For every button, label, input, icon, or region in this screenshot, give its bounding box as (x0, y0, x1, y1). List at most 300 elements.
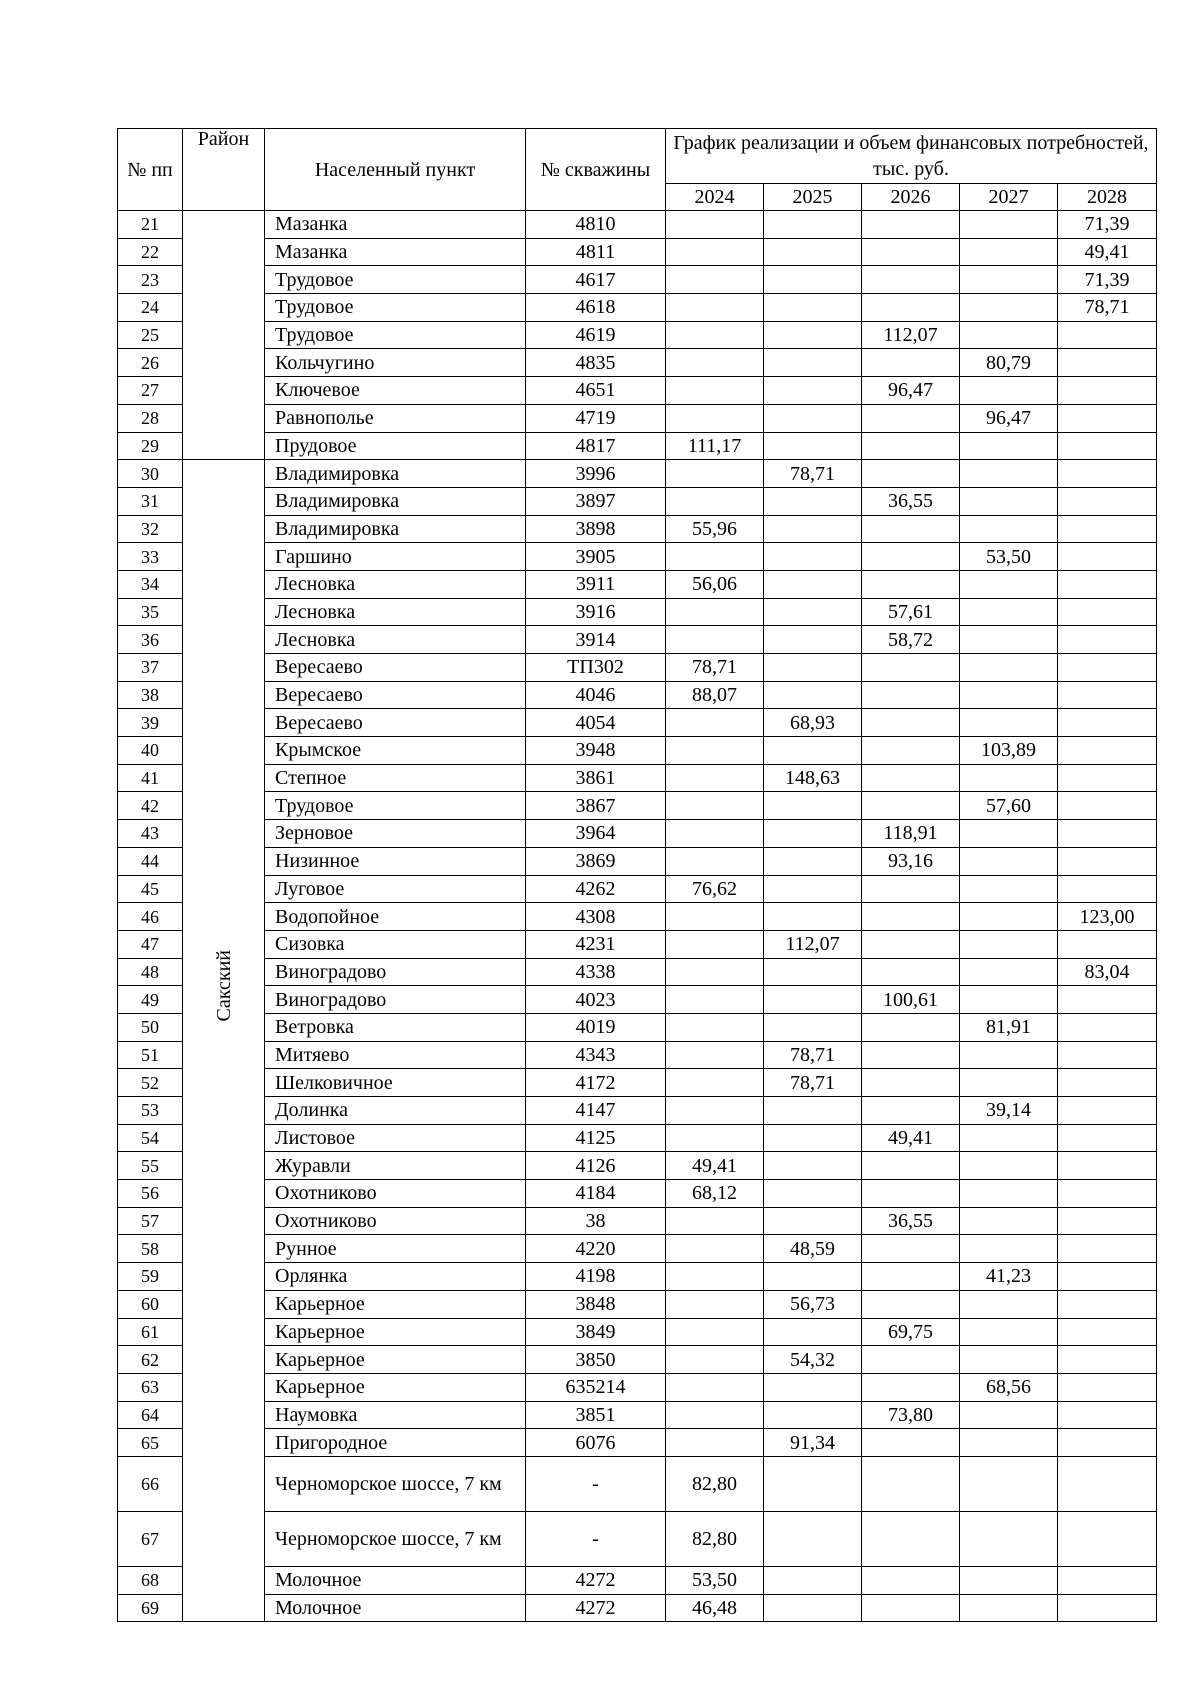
well-number: 4817 (526, 432, 666, 460)
table-row (118, 1207, 1157, 1235)
settlement-name: Шелковичное (265, 1069, 526, 1097)
amount-2025 (764, 1124, 862, 1152)
amount-2027 (960, 1594, 1058, 1622)
amount-2028 (1058, 1180, 1157, 1208)
amount-2025 (764, 404, 862, 432)
amount-2027 (960, 958, 1058, 986)
amount-2026 (862, 404, 960, 432)
amount-2028 (1058, 598, 1157, 626)
row-number: 39 (118, 709, 183, 737)
amount-2026: 118,91 (862, 820, 960, 848)
amount-2028 (1058, 1235, 1157, 1263)
amount-2028 (1058, 1373, 1157, 1401)
amount-2024 (666, 266, 764, 294)
table-row (118, 1152, 1157, 1180)
amount-2028 (1058, 654, 1157, 682)
settlement-name: Наумовка (265, 1401, 526, 1429)
table-row (118, 321, 1157, 349)
settlement-name: Владимировка (265, 515, 526, 543)
amount-2025: 54,32 (764, 1346, 862, 1374)
amount-2027 (960, 515, 1058, 543)
table-row (118, 1041, 1157, 1069)
amount-2024 (666, 1346, 764, 1374)
table-row (118, 1013, 1157, 1041)
amount-2026: 73,80 (862, 1401, 960, 1429)
well-number: 3916 (526, 598, 666, 626)
amount-2025 (764, 875, 862, 903)
row-number: 54 (118, 1124, 183, 1152)
amount-2025 (764, 1373, 862, 1401)
amount-2026 (862, 349, 960, 377)
well-number: 4308 (526, 903, 666, 931)
amount-2025 (764, 1456, 862, 1511)
amount-2026 (862, 903, 960, 931)
table-row (118, 570, 1157, 598)
amount-2028: 78,71 (1058, 294, 1157, 322)
amount-2028 (1058, 1566, 1157, 1594)
settlement-name: Равнополье (265, 404, 526, 432)
settlement-name: Карьерное (265, 1373, 526, 1401)
well-number: 4019 (526, 1013, 666, 1041)
amount-2027 (960, 1069, 1058, 1097)
row-number: 22 (118, 238, 183, 266)
well-number: 4651 (526, 377, 666, 405)
amount-2027: 96,47 (960, 404, 1058, 432)
amount-2026: 57,61 (862, 598, 960, 626)
row-number: 33 (118, 543, 183, 571)
amount-2026 (862, 1594, 960, 1622)
table-row (118, 764, 1157, 792)
amount-2028 (1058, 1207, 1157, 1235)
amount-2024: 82,80 (666, 1511, 764, 1566)
amount-2025 (764, 654, 862, 682)
table-row (118, 543, 1157, 571)
well-number: 3849 (526, 1318, 666, 1346)
amount-2024 (666, 737, 764, 765)
settlement-name: Орлянка (265, 1263, 526, 1291)
table-row (118, 1235, 1157, 1263)
well-number: 4272 (526, 1566, 666, 1594)
row-number: 52 (118, 1069, 183, 1097)
row-number: 57 (118, 1207, 183, 1235)
amount-2026: 93,16 (862, 847, 960, 875)
row-number: 26 (118, 349, 183, 377)
amount-2028 (1058, 487, 1157, 515)
row-number: 48 (118, 958, 183, 986)
settlement-name: Зерновое (265, 820, 526, 848)
amount-2026 (862, 1041, 960, 1069)
amount-2027: 81,91 (960, 1013, 1058, 1041)
amount-2026 (862, 1069, 960, 1097)
amount-2026: 36,55 (862, 487, 960, 515)
amount-2027: 41,23 (960, 1263, 1058, 1291)
amount-2025: 56,73 (764, 1290, 862, 1318)
amount-2025: 148,63 (764, 764, 862, 792)
amount-2024 (666, 349, 764, 377)
amount-2026 (862, 1263, 960, 1291)
amount-2028 (1058, 764, 1157, 792)
table-row (118, 709, 1157, 737)
row-number: 42 (118, 792, 183, 820)
amount-2028 (1058, 321, 1157, 349)
amount-2027 (960, 1401, 1058, 1429)
settlement-name: Сизовка (265, 930, 526, 958)
amount-2027 (960, 764, 1058, 792)
row-number: 59 (118, 1263, 183, 1291)
amount-2024: 111,17 (666, 432, 764, 460)
table-row (118, 1401, 1157, 1429)
amount-2028 (1058, 1124, 1157, 1152)
settlement-name: Пригородное (265, 1429, 526, 1457)
table-row (118, 903, 1157, 931)
amount-2027 (960, 432, 1058, 460)
amount-2024: 82,80 (666, 1456, 764, 1511)
amount-2025 (764, 377, 862, 405)
amount-2027 (960, 1152, 1058, 1180)
amount-2024 (666, 958, 764, 986)
amount-2024 (666, 1290, 764, 1318)
settlement-name: Трудовое (265, 792, 526, 820)
settlement-name: Виноградово (265, 986, 526, 1014)
amount-2028 (1058, 570, 1157, 598)
amount-2024 (666, 1124, 764, 1152)
amount-2026 (862, 266, 960, 294)
amount-2027 (960, 820, 1058, 848)
well-number: 4054 (526, 709, 666, 737)
amount-2027: 68,56 (960, 1373, 1058, 1401)
amount-2027 (960, 681, 1058, 709)
settlement-name: Вересаево (265, 654, 526, 682)
row-number: 23 (118, 266, 183, 294)
amount-2026 (862, 1235, 960, 1263)
amount-2024 (666, 211, 764, 239)
amount-2024 (666, 820, 764, 848)
well-number: 3996 (526, 460, 666, 488)
table-row (118, 1594, 1157, 1622)
amount-2026 (862, 294, 960, 322)
row-number: 55 (118, 1152, 183, 1180)
table-row (118, 598, 1157, 626)
row-number: 24 (118, 294, 183, 322)
amount-2027 (960, 1566, 1058, 1594)
row-number: 68 (118, 1566, 183, 1594)
amount-2026 (862, 460, 960, 488)
financing-schedule-table (117, 128, 1157, 1622)
amount-2026 (862, 764, 960, 792)
settlement-name: Митяево (265, 1041, 526, 1069)
amount-2025 (764, 1152, 862, 1180)
amount-2024 (666, 764, 764, 792)
settlement-name: Карьерное (265, 1346, 526, 1374)
table-row (118, 986, 1157, 1014)
settlement-name: Гаршино (265, 543, 526, 571)
row-number: 50 (118, 1013, 183, 1041)
amount-2024: 55,96 (666, 515, 764, 543)
header-year-2027: 2027 (960, 184, 1058, 211)
amount-2028 (1058, 875, 1157, 903)
amount-2028 (1058, 1318, 1157, 1346)
well-number: 4810 (526, 211, 666, 239)
settlement-name: Трудовое (265, 321, 526, 349)
well-number: 3869 (526, 847, 666, 875)
amount-2025 (764, 1263, 862, 1291)
district-cell-saki (183, 460, 265, 1622)
row-number: 37 (118, 654, 183, 682)
well-number: 3848 (526, 1290, 666, 1318)
amount-2028: 123,00 (1058, 903, 1157, 931)
amount-2026 (862, 211, 960, 239)
row-number: 66 (118, 1456, 183, 1511)
amount-2024 (666, 930, 764, 958)
settlement-name: Вересаево (265, 709, 526, 737)
well-number: 4835 (526, 349, 666, 377)
table-row (118, 1263, 1157, 1291)
row-number: 40 (118, 737, 183, 765)
table-row (118, 875, 1157, 903)
amount-2026 (862, 1013, 960, 1041)
well-number: 4343 (526, 1041, 666, 1069)
well-number: - (526, 1511, 666, 1566)
amount-2028 (1058, 626, 1157, 654)
amount-2028 (1058, 1401, 1157, 1429)
amount-2024 (666, 460, 764, 488)
header-year-2025: 2025 (764, 184, 862, 211)
well-number: 38 (526, 1207, 666, 1235)
header-year-2026: 2026 (862, 184, 960, 211)
row-number: 56 (118, 1180, 183, 1208)
amount-2026 (862, 681, 960, 709)
amount-2025 (764, 1207, 862, 1235)
amount-2025 (764, 1097, 862, 1125)
amount-2028: 71,39 (1058, 211, 1157, 239)
amount-2024 (666, 903, 764, 931)
amount-2025 (764, 515, 862, 543)
amount-2024 (666, 1041, 764, 1069)
well-number: 3948 (526, 737, 666, 765)
well-number: 4046 (526, 681, 666, 709)
header-district: Район (183, 129, 265, 211)
well-number: 4125 (526, 1124, 666, 1152)
row-number: 30 (118, 460, 183, 488)
amount-2028 (1058, 820, 1157, 848)
amount-2025 (764, 543, 862, 571)
amount-2025: 68,93 (764, 709, 862, 737)
row-number: 49 (118, 986, 183, 1014)
table-row (118, 515, 1157, 543)
amount-2026 (862, 1566, 960, 1594)
table-body (118, 211, 1157, 1622)
amount-2027 (960, 875, 1058, 903)
amount-2027 (960, 1207, 1058, 1235)
settlement-name: Владимировка (265, 487, 526, 515)
settlement-name: Лесновка (265, 626, 526, 654)
amount-2028 (1058, 1290, 1157, 1318)
row-number: 60 (118, 1290, 183, 1318)
amount-2026 (862, 875, 960, 903)
amount-2024 (666, 598, 764, 626)
amount-2025: 78,71 (764, 460, 862, 488)
well-number: ТП302 (526, 654, 666, 682)
amount-2025 (764, 737, 862, 765)
well-number: 3905 (526, 543, 666, 571)
amount-2028 (1058, 515, 1157, 543)
header-well-number: № скважины (526, 129, 666, 211)
amount-2026: 100,61 (862, 986, 960, 1014)
settlement-name: Охотниково (265, 1207, 526, 1235)
row-number: 28 (118, 404, 183, 432)
amount-2025 (764, 1594, 862, 1622)
settlement-name: Водопойное (265, 903, 526, 931)
amount-2026 (862, 709, 960, 737)
table-row (118, 1566, 1157, 1594)
row-number: 67 (118, 1511, 183, 1566)
amount-2024 (666, 404, 764, 432)
amount-2026 (862, 1180, 960, 1208)
amount-2025: 48,59 (764, 1235, 862, 1263)
amount-2025 (764, 626, 862, 654)
amount-2024 (666, 1318, 764, 1346)
amount-2024 (666, 1373, 764, 1401)
amount-2026 (862, 1097, 960, 1125)
row-number: 36 (118, 626, 183, 654)
table-row (118, 1373, 1157, 1401)
well-number: 4338 (526, 958, 666, 986)
well-number: - (526, 1456, 666, 1511)
amount-2028 (1058, 377, 1157, 405)
amount-2027 (960, 460, 1058, 488)
well-number: 635214 (526, 1373, 666, 1401)
amount-2028 (1058, 1097, 1157, 1125)
table-row (118, 1124, 1157, 1152)
well-number: 6076 (526, 1429, 666, 1457)
well-number: 4198 (526, 1263, 666, 1291)
amount-2025 (764, 903, 862, 931)
row-number: 65 (118, 1429, 183, 1457)
amount-2024 (666, 377, 764, 405)
amount-2028 (1058, 986, 1157, 1014)
well-number: 4220 (526, 1235, 666, 1263)
table-header (118, 129, 1157, 211)
amount-2024 (666, 626, 764, 654)
amount-2026: 36,55 (862, 1207, 960, 1235)
table-row (118, 930, 1157, 958)
settlement-name: Владимировка (265, 460, 526, 488)
amount-2024 (666, 1013, 764, 1041)
amount-2025 (764, 820, 862, 848)
table-row (118, 460, 1157, 488)
amount-2028 (1058, 1152, 1157, 1180)
header-number: № пп (118, 129, 183, 211)
amount-2025 (764, 598, 862, 626)
amount-2027 (960, 930, 1058, 958)
amount-2028 (1058, 930, 1157, 958)
well-number: 3911 (526, 570, 666, 598)
amount-2028 (1058, 543, 1157, 571)
settlement-name: Крымское (265, 737, 526, 765)
table-row (118, 1097, 1157, 1125)
amount-2024: 49,41 (666, 1152, 764, 1180)
amount-2028: 71,39 (1058, 266, 1157, 294)
well-number: 4262 (526, 875, 666, 903)
amount-2024: 53,50 (666, 1566, 764, 1594)
well-number: 4811 (526, 238, 666, 266)
row-number: 27 (118, 377, 183, 405)
amount-2027 (960, 1180, 1058, 1208)
amount-2024 (666, 847, 764, 875)
table-row (118, 1069, 1157, 1097)
table-row (118, 266, 1157, 294)
table-row (118, 820, 1157, 848)
amount-2024: 56,06 (666, 570, 764, 598)
settlement-name: Ветровка (265, 1013, 526, 1041)
amount-2027 (960, 1290, 1058, 1318)
amount-2028 (1058, 1594, 1157, 1622)
table-row (118, 1429, 1157, 1457)
amount-2024 (666, 238, 764, 266)
amount-2028: 83,04 (1058, 958, 1157, 986)
table-row (118, 847, 1157, 875)
well-number: 4147 (526, 1097, 666, 1125)
amount-2028 (1058, 1511, 1157, 1566)
amount-2028 (1058, 404, 1157, 432)
amount-2028 (1058, 1263, 1157, 1291)
amount-2028 (1058, 1069, 1157, 1097)
row-number: 29 (118, 432, 183, 460)
amount-2027 (960, 1041, 1058, 1069)
amount-2025: 78,71 (764, 1041, 862, 1069)
well-number: 4172 (526, 1069, 666, 1097)
amount-2025 (764, 681, 862, 709)
amount-2027 (960, 626, 1058, 654)
amount-2026: 69,75 (862, 1318, 960, 1346)
amount-2024 (666, 709, 764, 737)
table-row (118, 211, 1157, 239)
settlement-name: Журавли (265, 1152, 526, 1180)
amount-2025 (764, 238, 862, 266)
amount-2028 (1058, 681, 1157, 709)
amount-2026 (862, 1152, 960, 1180)
amount-2028 (1058, 709, 1157, 737)
well-number: 3914 (526, 626, 666, 654)
row-number: 63 (118, 1373, 183, 1401)
amount-2026: 112,07 (862, 321, 960, 349)
header-settlement: Населенный пункт (265, 129, 526, 211)
amount-2024 (666, 543, 764, 571)
well-number: 3851 (526, 1401, 666, 1429)
amount-2025 (764, 1318, 862, 1346)
amount-2026: 58,72 (862, 626, 960, 654)
amount-2027 (960, 903, 1058, 931)
well-number: 4126 (526, 1152, 666, 1180)
well-number: 4272 (526, 1594, 666, 1622)
table-row (118, 487, 1157, 515)
settlement-name: Вересаево (265, 681, 526, 709)
row-number: 61 (118, 1318, 183, 1346)
table-row (118, 404, 1157, 432)
row-number: 43 (118, 820, 183, 848)
amount-2024 (666, 321, 764, 349)
amount-2025 (764, 958, 862, 986)
row-number: 32 (118, 515, 183, 543)
amount-2028 (1058, 432, 1157, 460)
table-row (118, 1180, 1157, 1208)
amount-2027 (960, 847, 1058, 875)
settlement-name: Лесновка (265, 598, 526, 626)
table-row (118, 626, 1157, 654)
row-number: 35 (118, 598, 183, 626)
district-label: Сакский (212, 950, 235, 1022)
amount-2026 (862, 930, 960, 958)
